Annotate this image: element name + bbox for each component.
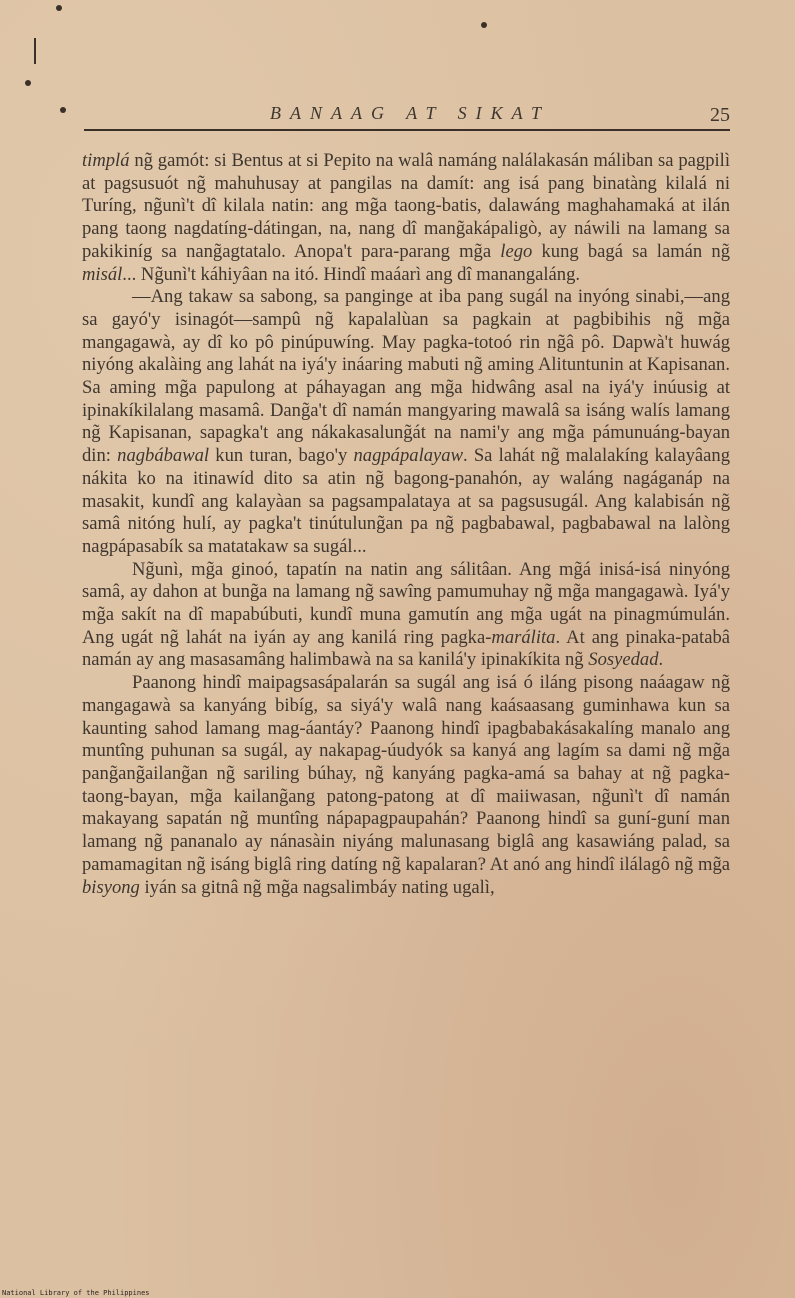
text-run: kung bagá sa lamán ng̃ (532, 240, 731, 262)
ink-speck (481, 22, 487, 28)
paragraph (82, 559, 730, 673)
italic-phrase: Sosyedad (588, 649, 659, 671)
italic-phrase: marálita (491, 626, 556, 648)
italic-phrase: nagpápalayaw (353, 445, 463, 467)
text-run: kun turan, bago'y (209, 445, 354, 467)
text-run: . At ang pinaka-patabâ namán ay ang masasamâng halimbawà na sa kanilá'y ipinakíkita ng̃ (82, 626, 730, 671)
italic-phrase: lego (500, 240, 533, 262)
body-text (82, 150, 730, 899)
ink-speck (60, 107, 66, 113)
italic-phrase: misál (82, 263, 123, 285)
text-run: Ng̃unì, mg̃a ginoó, tapatín na natin ang sálitâan. Ang mg̃á inisá-isá ninyóng samâ, ay dahon at bung̃a na lamang ng̃ sawîng pamumuhay ng̃ mg̃a mangagawà. Iyá'y mg̃a sakít na dî mapabúbuti, kundî muna gamutín ang mg̃a ugát na pinagmúmulán. Ang ugát ng̃ lahát na iyán ay ang kanilá ring pagka- (82, 558, 730, 648)
running-title: BANAAG AT SIKAT (269, 103, 550, 123)
text-run: . (658, 649, 664, 671)
text-run: ... Ng̃unì't káhiyâan na itó. Hindî maáarì ang dî manangaláng. (122, 263, 581, 285)
text-run: iyán sa gitnâ ng̃ mg̃a nagsalimbáy nating ugalì, (139, 876, 495, 898)
page-number: 25 (710, 104, 730, 126)
margin-mark (34, 38, 36, 64)
text-run: —Ang takaw sa sabong, sa panginge at iba pang sugál na inyóng sinabi,—ang sa gayó'y isinagót—sampû ng̃ kapalalùan sa pagkain at pagbibihis ng̃ mg̃a mangagawà, ay dî ko pô pinúpuwíng. May pagka-totoó rin ng̃â pô. Dapwà't huwág niyóng akalàing ang lahát na iyá'y ináaring mabuti ng̃ aming Alituntunin at Kapisanan. Sa aming mg̃a papulong at páhayagan ang mg̃a hidwâng asal na iyá'y inúusig at ipinakíkilalang masamâ. Dang̃a't dî namán mangyaring mawalâ sa isáng walís lamang ng̃ Kapisanan, sapagka't ang nákakasalung̃át na nami'y ang mg̃a pámunuáng-bayan din: (82, 286, 730, 467)
text-run: Paanong hindî maipagsasápalarán sa sugál ang isá ó iláng pisong naáagaw ng̃ mangagawà sa kanyáng bibíg, sa siyá'y walâ nang kaásaasang guminhawa kun sa kaunting sahod lamang mag-áantáy? Paanong hindî ipagbabakásakalíng manalo ang muntîng puhunan sa sugál, ay nakapag-úudyók sa kanyá ang lagím sa dami ng̃ mg̃a pang̃ang̃ailang̃an ng̃ sariling búhay, ng̃ kanyáng pagka-amá sa bahay at ng̃ pagka-taong-bayan, mg̃a kailang̃ang patong-patong at dî maiiwasan, ng̃unì't dî namán makayang sapatán ng̃ muntîng nápapagpaupahán? Paanong hindî sa guní-guní man lamang ng̃ pananalo ay nánasàin niyáng malunasang biglâ ang kasawiáng palad, sa pamamagitan ng̃ isáng biglâ ring datíng ng̃ kapalaran? At anó ang hindî ilálagô ng̃ mg̃a (82, 672, 730, 875)
text-run: ng̃ gamót: si Bentus at si Pepito na walâ namáng nalálakasán máliban sa pagpilì at pagsusuót ng̃ mahuhusay at pangilas na damít: ang isá pang binatàng kilalá ni Turíng, ng̃unì't dî kilala natin: ang mg̃a taong-batis, dalawáng maghahamaká at ilán pang taong nagdatíng-dátingan, na, nang dî mang̃akápaligò, ay náwili na lamang sa pakikiníg sa nang̃agtatalo. Anopa't para-parang mg̃a (82, 150, 730, 262)
italic-phrase: timplá (82, 150, 130, 171)
paragraph (82, 672, 730, 899)
italic-phrase: bisyong (82, 876, 140, 898)
text-run: . Sa lahát ng̃ malalakíng kalayâang nákita ko na itinawíd dito sa atin ng̃ bagong-panahón, ay waláng nagáganáp na masakit, kundî ang kalayàan sa pagsampalataya at sa pagsusugál. Ang kalabisán ng̃ samâ nitóng hulí, ay pagka't tinútulung̃an pa ng̃ pagbabawal, pagbabawal na lalòng nagpápasabík sa matatakaw sa sugál... (82, 445, 730, 557)
paragraph (82, 150, 730, 286)
ink-speck (56, 5, 62, 11)
header-rule (84, 129, 730, 131)
ink-speck (25, 80, 31, 86)
paragraph (82, 286, 730, 558)
italic-phrase: nagbábawal (117, 445, 210, 467)
library-credit: National Library of the Philippines (2, 1289, 150, 1297)
